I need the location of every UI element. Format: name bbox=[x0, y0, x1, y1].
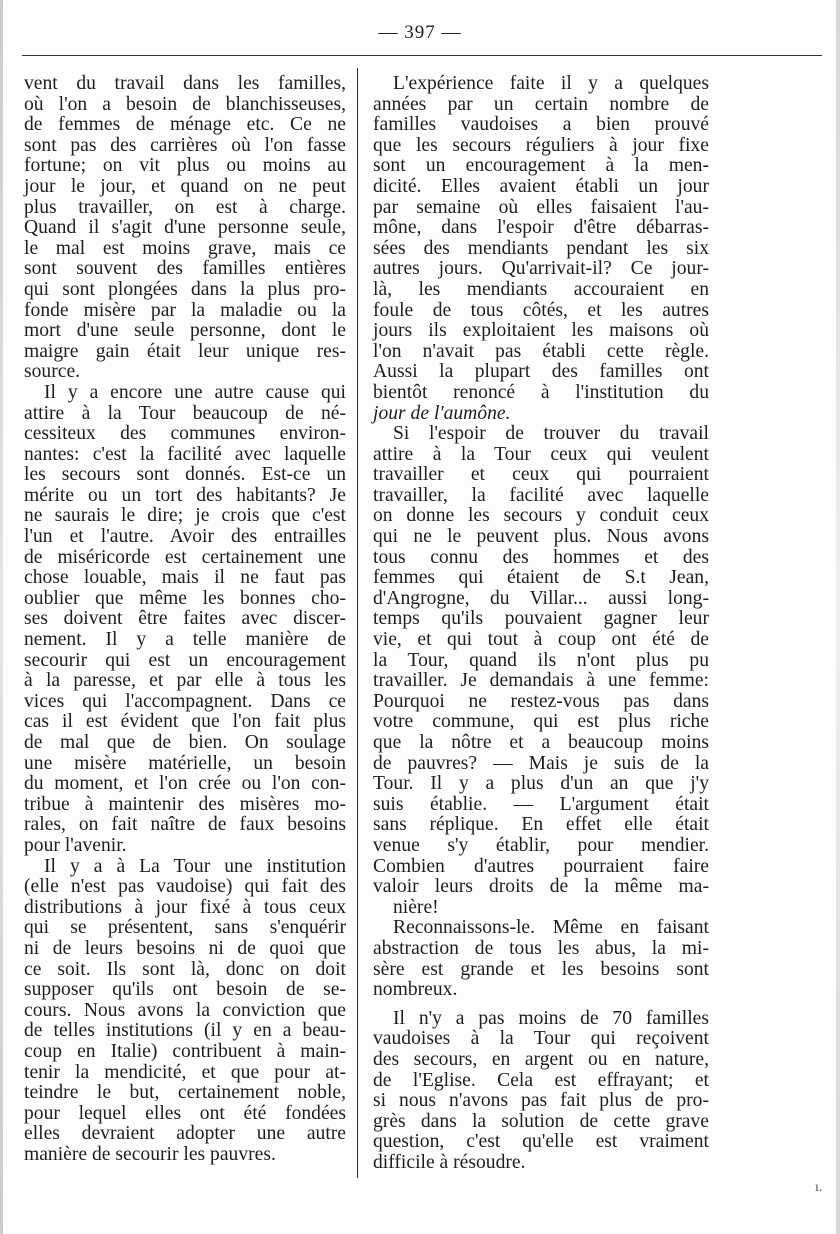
text-line: familles vaudoises a bien prouvé bbox=[373, 114, 709, 136]
text-line: plus travailler, on est à charge. bbox=[24, 196, 346, 218]
text-line: si nous n'avons pas fait plus de pro- bbox=[373, 1090, 709, 1112]
text-line: cessiteux des communes environ- bbox=[24, 423, 346, 445]
text-line: nombreux. bbox=[373, 979, 458, 1001]
text-line: source. bbox=[24, 361, 81, 383]
text-line: supposer qu'ils ont besoin de se- bbox=[24, 979, 346, 1001]
text-line: travailler, la facilité avec laquelle bbox=[373, 484, 709, 506]
text-line: ne saurais le dire; je crois que c'est bbox=[24, 505, 346, 527]
text-line: de telles institutions (il y en a beau- bbox=[24, 1020, 346, 1042]
text-line: (elle n'est pas vaudoise) qui fait des bbox=[24, 876, 346, 898]
text-line: vie, et qui tout à coup ont été de bbox=[373, 629, 709, 651]
text-line: sées des mendiants pendant les six bbox=[373, 237, 709, 259]
text-line: Si l'espoir de trouver du travail bbox=[393, 423, 709, 445]
text-line: ni de leurs besoins ni de quoi que bbox=[24, 937, 346, 959]
text-line: Quand il s'agit d'une personne seule, bbox=[24, 217, 346, 239]
text-line: ce soit. Ils sont là, donc on doit bbox=[24, 958, 346, 980]
text-line: pour lequel elles ont été fondées bbox=[24, 1102, 346, 1124]
text-line: cours. Nous avons la conviction que bbox=[24, 999, 346, 1021]
text-line: Il y a encore une autre cause qui bbox=[44, 381, 346, 403]
text-line: des secours, en argent ou en nature, bbox=[373, 1048, 709, 1070]
text-line: mort d'une seule personne, dont le bbox=[24, 320, 346, 342]
text-line: Pourquoi ne restez-vous pas dans bbox=[373, 690, 709, 712]
text-line: femmes qui étaient de S.t Jean, bbox=[373, 567, 709, 589]
text-line: difficile à résoudre. bbox=[373, 1151, 526, 1173]
text-line: maigre gain était leur unique res- bbox=[24, 340, 346, 362]
text-line: oublier que même les bonnes cho- bbox=[24, 587, 346, 609]
text-line: que la nôtre et a beaucoup moins bbox=[373, 732, 709, 753]
text-line: où l'on a besoin de blanchisseuses, bbox=[24, 93, 346, 115]
text-line: coup en Italie) contribuent à main- bbox=[24, 1040, 346, 1062]
text-line: qui sont plongées dans la plus pro- bbox=[24, 278, 346, 300]
text-line: années par un certain nombre de bbox=[373, 93, 709, 115]
text-line: vaudoises à la Tour qui reçoivent bbox=[373, 1028, 709, 1050]
text-line: autres jours. Qu'arrivait-il? Ce jour- bbox=[373, 258, 709, 280]
right-column bbox=[373, 74, 709, 1173]
text-line: jours ils exploitaient les maisons où bbox=[373, 320, 709, 342]
text-line: une misère matérielle, un besoin bbox=[24, 752, 346, 774]
text-line: que les secours réguliers à jour fixe bbox=[373, 134, 709, 156]
text-line: venue s'y établir, pour mendier. bbox=[373, 834, 709, 856]
text-line: de pauvres? — Mais je suis de la bbox=[373, 752, 709, 774]
text-line: de mal que de bien. On soulage bbox=[24, 732, 346, 753]
text-line: votre commune, qui est plus riche bbox=[373, 711, 709, 733]
text-line: grès dans la solution de cette grave bbox=[373, 1110, 709, 1132]
text-line: le mal est moins grave, mais ce bbox=[24, 237, 346, 259]
text-line: chose louable, mais il ne faut pas bbox=[24, 567, 346, 589]
text-line: Reconnaissons-le. Même en faisant bbox=[393, 917, 709, 939]
text-line: vices qui l'accompagnent. Dans ce bbox=[24, 690, 346, 712]
text-line: suis établie. — L'argument était bbox=[373, 793, 709, 815]
text-line: par semaine où elles faisaient l'au- bbox=[373, 196, 709, 218]
text-line: elles devraient adopter une autre bbox=[24, 1123, 346, 1145]
text-line: cas il est évident que l'on fait plus bbox=[24, 711, 346, 733]
text-line: travailler et ceux qui pourraient bbox=[373, 464, 709, 486]
text-line: fonde misère par la maladie ou la bbox=[24, 299, 346, 321]
text-line: jour de l'aumône. bbox=[373, 402, 511, 424]
text-line: nement. Il y a telle manière de bbox=[24, 629, 346, 651]
page-edge-left bbox=[0, 0, 3, 1234]
text-line: ses doivent être faites avec discer- bbox=[24, 608, 346, 630]
text-line: du moment, et l'on crée ou l'on con- bbox=[24, 773, 346, 795]
text-line: les secours sont donnés. Est-ce un bbox=[24, 464, 346, 486]
text-line: tenir la mendicité, et que pour at- bbox=[24, 1061, 346, 1083]
text-line: foule de tous côtés, et les autres bbox=[373, 299, 709, 321]
text-line: à la paresse, et par elle à tous les bbox=[24, 670, 346, 692]
text-line: jour le jour, et quand on ne peut bbox=[24, 175, 346, 197]
text-line: fortune; on vit plus ou moins au bbox=[24, 155, 346, 177]
text-line: de miséricorde est certainement une bbox=[24, 546, 346, 568]
text-line: vent du travail dans les familles, bbox=[24, 73, 346, 94]
text-line: attire à la Tour ceux qui veulent bbox=[373, 443, 709, 465]
text-line: sont un encouragement à la men- bbox=[373, 155, 709, 177]
text-line: mérite ou un tort des habitants? Je bbox=[24, 484, 346, 506]
text-line: là, les mendiants accouraient en bbox=[373, 278, 709, 300]
text-line: teindre le but, certainement noble, bbox=[24, 1082, 346, 1104]
text-line: sère est grande et les besoins sont bbox=[373, 958, 709, 980]
text-line: travailler. Je demandais à une femme: bbox=[373, 670, 709, 692]
text-line: valoir leurs droits de la même ma- bbox=[373, 876, 709, 898]
text-line: temps qu'ils pouvaient gagner leur bbox=[373, 608, 709, 630]
text-line: distributions à jour fixé à tous ceux bbox=[24, 896, 346, 918]
text-line: Combien d'autres pourraient faire bbox=[373, 855, 709, 877]
margin-mark: ı. bbox=[815, 1180, 823, 1195]
text-line: dicité. Elles avaient établi un jour bbox=[373, 175, 709, 197]
text-line: L'expérience faite il y a quelques bbox=[393, 73, 709, 94]
text-line: tribue à maintenir des misères mo- bbox=[24, 793, 346, 815]
text-line: Il n'y a pas moins de 70 familles bbox=[393, 1007, 709, 1029]
text-line: sont souvent des familles entières bbox=[24, 258, 346, 280]
text-line: qui se présentent, sans s'enquérir bbox=[24, 917, 346, 939]
header-rule bbox=[22, 55, 822, 56]
text-line: Aussi la plupart des familles ont bbox=[373, 361, 709, 383]
text-line: nantes: c'est la facilité avec laquelle bbox=[24, 443, 346, 465]
left-column bbox=[24, 74, 346, 1165]
text-line: l'on n'avait pas établi cette règle. bbox=[373, 340, 709, 362]
text-line: d'Angrogne, du Villar... aussi long- bbox=[373, 587, 709, 609]
text-line: tous connu des hommes et des bbox=[373, 546, 709, 568]
text-line: la Tour, quand ils n'ont plus pu bbox=[373, 649, 709, 671]
page-number: — 397 — bbox=[378, 22, 462, 43]
text-line: question, c'est qu'elle est vraiment bbox=[373, 1131, 709, 1153]
text-line: attire à la Tour beaucoup de né- bbox=[24, 402, 346, 424]
text-line: de femmes de ménage etc. Ce ne bbox=[24, 114, 346, 136]
text-line: abstraction de tous les abus, la mi- bbox=[373, 937, 709, 959]
text-line: de l'Eglise. Cela est effrayant; et bbox=[373, 1069, 709, 1091]
column-divider bbox=[357, 68, 358, 1178]
text-line: qui ne le peuvent plus. Nous avons bbox=[373, 526, 709, 548]
text-line: pour l'avenir. bbox=[24, 834, 127, 856]
text-line: manière de secourir les pauvres. bbox=[24, 1143, 276, 1165]
text-line: sans réplique. En effet elle était bbox=[373, 814, 709, 836]
text-line: l'un et l'autre. Avoir des entrailles bbox=[24, 526, 346, 548]
page-edge-right bbox=[836, 0, 840, 1234]
text-line: Il y a à La Tour une institution bbox=[44, 855, 346, 877]
text-line: sont pas des carrières où l'on fasse bbox=[24, 134, 346, 156]
text-line: bientôt renoncé à l'institution du bbox=[373, 381, 709, 403]
text-line: rales, on fait naître de faux besoins bbox=[24, 814, 346, 836]
text-line: mône, dans l'espoir d'être débarras- bbox=[373, 217, 709, 239]
text-line: Tour. Il y a plus d'un an que j'y bbox=[373, 773, 709, 795]
text-line: nière! bbox=[393, 896, 439, 918]
text-line: secourir qui est un encouragement bbox=[24, 649, 346, 671]
text-line: on donne les secours y conduit ceux bbox=[373, 505, 709, 527]
